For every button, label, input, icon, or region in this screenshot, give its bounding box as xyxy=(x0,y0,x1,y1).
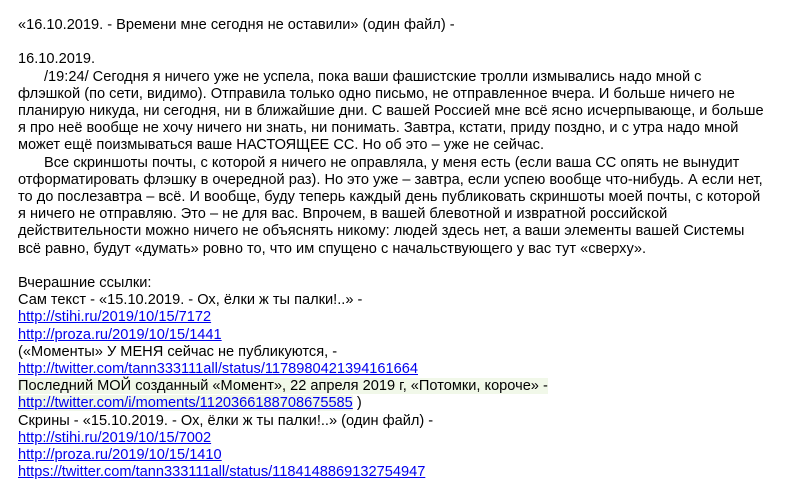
paragraph1-line: я про неё вообще не хочу ничего ни знать, ни понимать. Завтра, кстати, приду поздно, и с утра надо мной xyxy=(18,120,739,137)
paragraph1-line: может ещё поизмываться ваше НАСТОЯЩЕЕ СС. Но об это – уже не сейчас. xyxy=(18,137,545,154)
paragraph2-line: Все скриншоты почты, с которой я ничего не оправляла, у меня есть (если ваша СС опять не вынудит xyxy=(44,154,740,171)
paragraph2-line: действительности можно ничего не объяснять никому: людей здесь нет, а ваши элементы вашей Системы xyxy=(18,223,745,240)
document-body xyxy=(18,17,784,481)
paragraph2-line: я ничего не отправляю. Это – не для вас. Впрочем, в вашей блевотной и извратной российской xyxy=(18,206,668,223)
entry-date: 16.10.2019. xyxy=(18,51,96,68)
document-title: «16.10.2019. - Времени мне сегодня не оставили» (один файл) - xyxy=(18,17,455,33)
proza-text-link[interactable]: http://proza.ru/2019/10/15/1441 xyxy=(18,326,222,343)
blank-line xyxy=(18,34,784,51)
paragraph2-line: всё равно, будут «думать» ровно то, что им спущено с начальствующего у вас тут «сверху». xyxy=(18,240,647,257)
paragraph2-line: то до послезавтра – всё. И вообще, буду теперь каждый день публиковать скриншоты моей почты, с которой xyxy=(18,189,761,206)
text-label: Сам текст - «15.10.2019. - Ох, ёлки ж ты палки!..» - xyxy=(18,292,363,309)
last-moment-link[interactable]: http://twitter.com/i/moments/1120366188708675585 xyxy=(18,395,353,412)
paragraph1-line: планирую никуда, ни сегодня, ни в ближайшие дни. С вашей Россией мне всё ясно исчерпывающе, и больше xyxy=(18,103,764,119)
last-moment-close: ) xyxy=(352,395,362,412)
last-moment-label: Последний МОЙ созданный «Момент», 22 апреля 2019 г, «Потомки, короче» - xyxy=(18,378,548,395)
links-heading: Вчерашние ссылки: xyxy=(18,275,152,292)
blank-line xyxy=(18,258,784,275)
paragraph2-line: отформатировать флэшку в очередной раз). Но это уже – завтра, если успею вообще что-нибудь. А если нет, xyxy=(18,171,763,188)
proza-screens-link[interactable]: http://proza.ru/2019/10/15/1410 xyxy=(18,447,222,464)
paragraph1-line: флэшкой (по сети, видимо). Отправила только одно письмо, не отправленное вчера. И больше ничего не xyxy=(18,85,735,102)
stihi-screens-link[interactable]: http://stihi.ru/2019/10/15/7002 xyxy=(18,429,212,446)
stihi-text-link[interactable]: http://stihi.ru/2019/10/15/7172 xyxy=(18,309,212,326)
moments-status-link[interactable]: http://twitter.com/tann333111all/status/1178980421394161664 xyxy=(18,361,419,378)
screens-label: Скрины - «15.10.2019. - Ох, ёлки ж ты палки!..» (один файл) - xyxy=(18,412,434,429)
twitter-screens-link[interactable]: https://twitter.com/tann333111all/status/1184148869132754947 xyxy=(18,464,426,481)
moments-label: («Моменты» У МЕНЯ сейчас не публикуются, - xyxy=(18,343,338,360)
paragraph1-line: /19:24/ Сегодня я ничего уже не успела, пока ваши фашистские тролли измывались надо мной с xyxy=(44,68,702,85)
